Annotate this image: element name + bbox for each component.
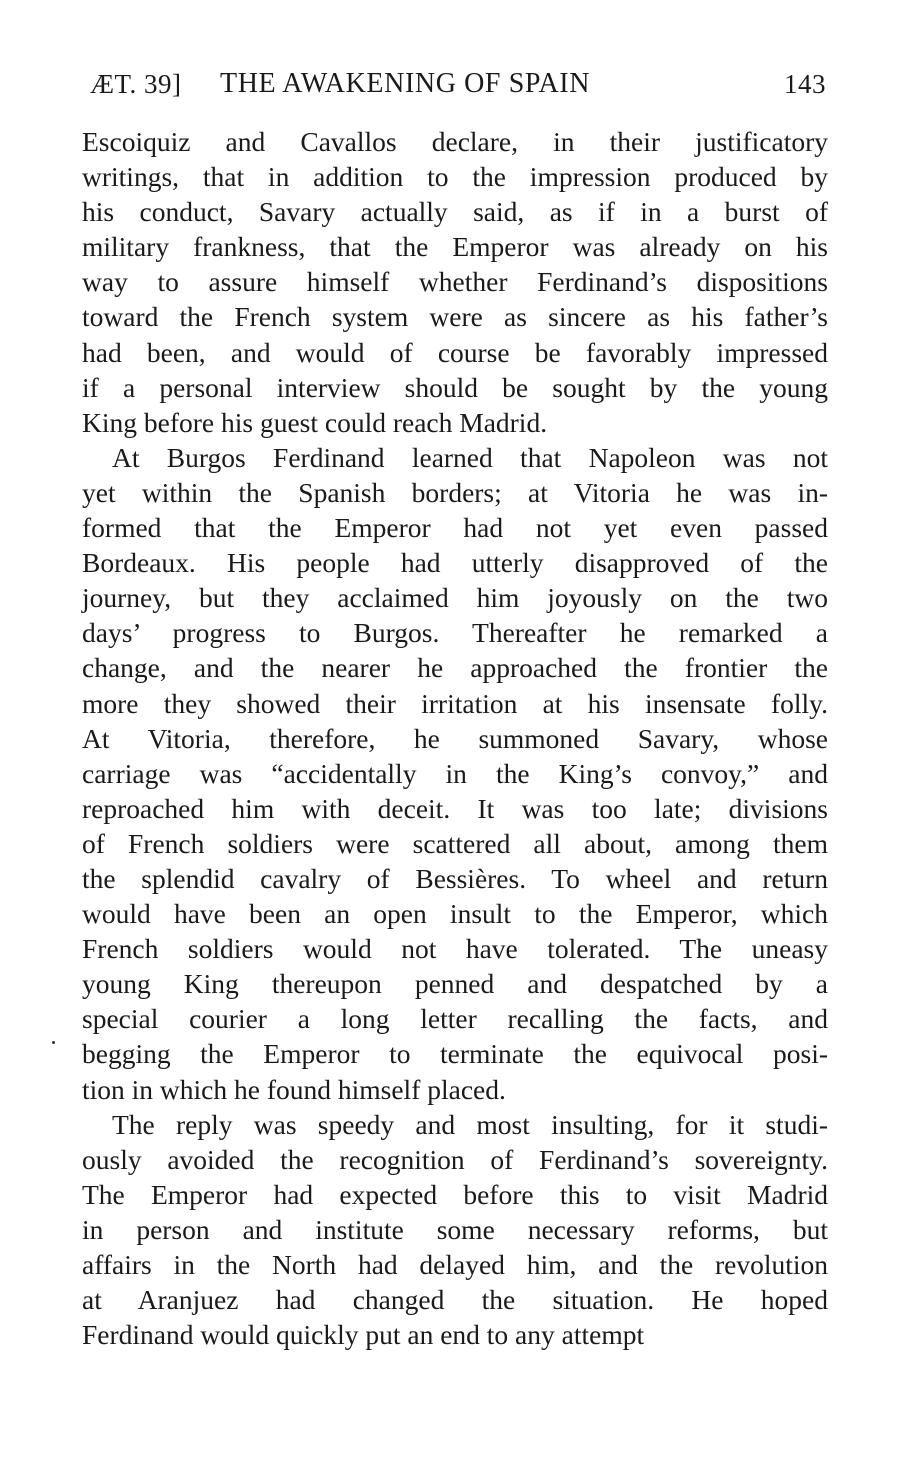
text-line: military frankness, that the Emperor was already on his	[82, 231, 828, 263]
text-line: toward the French system were as sincere as his father’s	[82, 301, 828, 333]
text-line: affairs in the North had delayed him, and the revolution	[82, 1249, 828, 1280]
text-line: more they showed their irritation at his insensate folly.	[82, 687, 828, 719]
text-line: Ferdinand would quickly put an end to any attempt	[82, 1319, 645, 1351]
text-line: at Aranjuez had changed the situation. He hoped	[82, 1284, 828, 1316]
paragraph-2	[82, 440, 828, 1107]
text-line: writings, that in addition to the impression produced by	[82, 161, 828, 193]
text-line: Bordeaux. His people had utterly disapproved of the	[82, 547, 828, 579]
paragraph-1	[82, 124, 828, 440]
text-line: special courier a long letter recalling the facts, and	[82, 1003, 828, 1035]
text-line: tion in which he found himself placed.	[82, 1073, 506, 1105]
text-line: At Vitoria, therefore, he summoned Savary, whose	[82, 722, 828, 754]
text-line: of French soldiers were scattered all about, among them	[82, 827, 828, 859]
text-line: King before his guest could reach Madrid.	[82, 406, 548, 438]
text-line: if a personal interview should be sought by the young	[82, 371, 828, 403]
text-line: begging the Emperor to terminate the equivocal posi-	[82, 1038, 828, 1070]
header-age-marker: ÆT. 39]	[90, 69, 182, 99]
text-line: had been, and would of course be favorably impressed	[82, 336, 828, 368]
header-title: THE AWAKENING OF SPAIN	[220, 68, 591, 99]
text-line: days’ progress to Burgos. Thereafter he remarked a	[82, 617, 828, 649]
text-line: the splendid cavalry of Bessières. To wheel and return	[82, 862, 828, 894]
text-line: formed that the Emperor had not yet even passed	[82, 512, 828, 544]
text-line: reproached him with deceit. It was too late; divisions	[82, 792, 828, 824]
text-line: French soldiers would not have tolerated. The uneasy	[82, 933, 828, 965]
text-line: his conduct, Savary actually said, as if in a burst of	[82, 196, 828, 228]
book-page	[82, 62, 828, 1352]
text-line: ously avoided the recognition of Ferdinand’s sovereignty.	[82, 1143, 828, 1175]
paragraph-3	[82, 1107, 828, 1353]
text-line: carriage was “accidentally in the King’s convoy,” and	[82, 757, 828, 789]
text-line: in person and institute some necessary reforms, but	[82, 1213, 828, 1245]
text-line: would have been an open insult to the Emperor, which	[82, 898, 828, 930]
text-line: young King thereupon penned and despatched by a	[82, 968, 828, 1000]
text-line: change, and the nearer he approached the frontier the	[82, 652, 828, 684]
page-number: 143	[784, 69, 826, 99]
text-line: Escoiquiz and Cavallos declare, in their justificatory	[82, 126, 828, 157]
ink-speck	[52, 1041, 55, 1044]
running-head	[82, 62, 828, 106]
text-line: yet within the Spanish borders; at Vitoria he was in-	[82, 476, 828, 508]
text-line: way to assure himself whether Ferdinand’s dispositions	[82, 266, 828, 298]
text-line: journey, but they acclaimed him joyously on the two	[82, 582, 828, 614]
text-line: The Emperor had expected before this to visit Madrid	[82, 1178, 828, 1210]
text-line: At Burgos Ferdinand learned that Napoleon was not	[112, 441, 828, 473]
text-line: The reply was speedy and most insulting, for it studi-	[112, 1108, 828, 1140]
